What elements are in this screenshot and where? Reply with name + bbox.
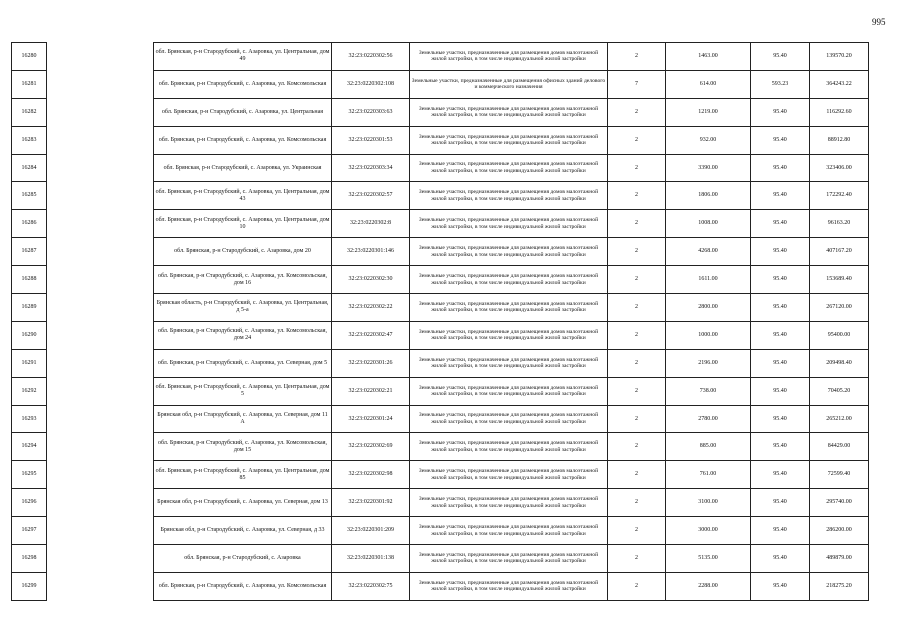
blank-gap-cell bbox=[47, 43, 154, 71]
land-use-cell: Земельные участки, предназначенные для размещения домов малоэтажной жилой застройки, в том числе индивидуальной жилой застройки bbox=[410, 461, 608, 489]
land-use-cell: Земельные участки, предназначенные для размещения домов малоэтажной жилой застройки, в том числе индивидуальной жилой застройки bbox=[410, 43, 608, 71]
row-number-cell: 16298 bbox=[12, 545, 47, 573]
row-number-cell: 16284 bbox=[12, 154, 47, 182]
address-cell: Брянская обл, р-н Стародубский, с. Азаровка, ул. Северная, д 33 bbox=[154, 517, 332, 545]
address-cell: обл. Брянская, р-н Стародубский, с. Азаровка, ул. Комсомольская bbox=[154, 70, 332, 98]
table-row bbox=[12, 238, 869, 266]
land-use-cell: Земельные участки, предназначенные для размещения домов малоэтажной жилой застройки, в том числе индивидуальной жилой застройки bbox=[410, 266, 608, 294]
land-use-cell: Земельные участки, предназначенные для размещения офисных зданий делового и коммерческого назначения bbox=[410, 70, 608, 98]
cadastral-value-cell: 153689.40 bbox=[810, 266, 869, 294]
specific-value-cell: 95.40 bbox=[751, 572, 810, 600]
cadastral-number-cell: 32:23:0220302:22 bbox=[332, 294, 410, 322]
group-number-cell: 2 bbox=[608, 545, 666, 573]
area-cell: 1219.00 bbox=[666, 98, 751, 126]
cadastral-value-cell: 116292.60 bbox=[810, 98, 869, 126]
table-row bbox=[12, 572, 869, 600]
row-number-cell: 16280 bbox=[12, 43, 47, 71]
group-number-cell: 2 bbox=[608, 321, 666, 349]
area-cell: 1611.00 bbox=[666, 266, 751, 294]
table-row bbox=[12, 98, 869, 126]
group-number-cell: 2 bbox=[608, 126, 666, 154]
specific-value-cell: 95.40 bbox=[751, 154, 810, 182]
cadastral-number-cell: 32:23:0220302:75 bbox=[332, 572, 410, 600]
land-use-cell: Земельные участки, предназначенные для размещения домов малоэтажной жилой застройки, в том числе индивидуальной жилой застройки bbox=[410, 517, 608, 545]
table-row bbox=[12, 489, 869, 517]
group-number-cell: 2 bbox=[608, 182, 666, 210]
address-cell: обл. Брянская, р-н Стародубский, с. Азаровка, ул. Центральная, дом 5 bbox=[154, 377, 332, 405]
blank-gap-cell bbox=[47, 70, 154, 98]
row-number-cell: 16291 bbox=[12, 349, 47, 377]
address-cell: обл. Брянская, р-н Стародубский, с. Азаровка, ул. Комсомольская bbox=[154, 572, 332, 600]
row-number-cell: 16281 bbox=[12, 70, 47, 98]
blank-gap-cell bbox=[47, 321, 154, 349]
blank-gap-cell bbox=[47, 294, 154, 322]
cadastral-value-cell: 364243.22 bbox=[810, 70, 869, 98]
land-use-cell: Земельные участки, предназначенные для размещения домов малоэтажной жилой застройки, в том числе индивидуальной жилой застройки bbox=[410, 126, 608, 154]
table-row bbox=[12, 545, 869, 573]
row-number-cell: 16282 bbox=[12, 98, 47, 126]
cadastral-number-cell: 32:23:0220302:47 bbox=[332, 321, 410, 349]
land-use-cell: Земельные участки, предназначенные для размещения домов малоэтажной жилой застройки, в том числе индивидуальной жилой застройки bbox=[410, 294, 608, 322]
group-number-cell: 2 bbox=[608, 210, 666, 238]
area-cell: 3100.00 bbox=[666, 489, 751, 517]
area-cell: 932.00 bbox=[666, 126, 751, 154]
cadastral-value-cell: 96163.20 bbox=[810, 210, 869, 238]
specific-value-cell: 95.40 bbox=[751, 266, 810, 294]
table-row bbox=[12, 70, 869, 98]
land-use-cell: Земельные участки, предназначенные для размещения домов малоэтажной жилой застройки, в том числе индивидуальной жилой застройки bbox=[410, 489, 608, 517]
address-cell: обл. Брянская, р-н Стародубский, с. Азаровка, ул. Центральная, дом 10 bbox=[154, 210, 332, 238]
specific-value-cell: 95.40 bbox=[751, 377, 810, 405]
cadastral-number-cell: 32:23:0220302:8 bbox=[332, 210, 410, 238]
specific-value-cell: 95.40 bbox=[751, 433, 810, 461]
blank-gap-cell bbox=[47, 377, 154, 405]
address-cell: обл. Брянская, р-н Стародубский, с. Азаровка bbox=[154, 545, 332, 573]
blank-gap-cell bbox=[47, 545, 154, 573]
table-row bbox=[12, 126, 869, 154]
cadastral-number-cell: 32:23:0220303:34 bbox=[332, 154, 410, 182]
table-row bbox=[12, 349, 869, 377]
cadastral-number-cell: 32:23:0220301:92 bbox=[332, 489, 410, 517]
cadastral-value-cell: 218275.20 bbox=[810, 572, 869, 600]
blank-gap-cell bbox=[47, 489, 154, 517]
group-number-cell: 2 bbox=[608, 377, 666, 405]
blank-gap-cell bbox=[47, 238, 154, 266]
table-row bbox=[12, 433, 869, 461]
blank-gap-cell bbox=[47, 349, 154, 377]
cadastral-value-cell: 267120.00 bbox=[810, 294, 869, 322]
table-row bbox=[12, 266, 869, 294]
cadastral-value-cell: 295740.00 bbox=[810, 489, 869, 517]
blank-gap-cell bbox=[47, 461, 154, 489]
address-cell: обл. Брянская, р-н Стародубский, с. Азаровка, ул. Комсомольская bbox=[154, 126, 332, 154]
area-cell: 5135.00 bbox=[666, 545, 751, 573]
group-number-cell: 2 bbox=[608, 266, 666, 294]
row-number-cell: 16288 bbox=[12, 266, 47, 294]
table-row bbox=[12, 210, 869, 238]
area-cell: 614.00 bbox=[666, 70, 751, 98]
blank-gap-cell bbox=[47, 154, 154, 182]
cadastral-number-cell: 32:23:0220301:26 bbox=[332, 349, 410, 377]
cadastral-value-cell: 323406.00 bbox=[810, 154, 869, 182]
area-cell: 2800.00 bbox=[666, 294, 751, 322]
group-number-cell: 2 bbox=[608, 98, 666, 126]
table-row bbox=[12, 377, 869, 405]
area-cell: 1463.00 bbox=[666, 43, 751, 71]
row-number-cell: 16283 bbox=[12, 126, 47, 154]
specific-value-cell: 95.40 bbox=[751, 126, 810, 154]
blank-gap-cell bbox=[47, 182, 154, 210]
specific-value-cell: 95.40 bbox=[751, 210, 810, 238]
group-number-cell: 2 bbox=[608, 43, 666, 71]
area-cell: 2288.00 bbox=[666, 572, 751, 600]
cadastral-value-table bbox=[11, 42, 869, 601]
address-cell: обл. Брянская, р-н Стародубский, с. Азаровка, ул. Комсомольская, дом 16 bbox=[154, 266, 332, 294]
land-use-cell: Земельные участки, предназначенные для размещения домов малоэтажной жилой застройки, в том числе индивидуальной жилой застройки bbox=[410, 545, 608, 573]
land-use-cell: Земельные участки, предназначенные для размещения домов малоэтажной жилой застройки, в том числе индивидуальной жилой застройки bbox=[410, 210, 608, 238]
address-cell: обл. Брянская, р-н Стародубский, с. Азаровка, ул. Комсомольская, дом 15 bbox=[154, 433, 332, 461]
table-row bbox=[12, 294, 869, 322]
cadastral-value-cell: 88912.80 bbox=[810, 126, 869, 154]
blank-gap-cell bbox=[47, 405, 154, 433]
address-cell: Брянская область, р-н Стародубский, с. Азаровка, ул. Центральная, д 5-а bbox=[154, 294, 332, 322]
table-row bbox=[12, 182, 869, 210]
table-row bbox=[12, 517, 869, 545]
page-number: 995 bbox=[872, 17, 886, 27]
address-cell: обл. Брянская, р-н Стародубский, с. Азаровка, ул. Северная, дом 5 bbox=[154, 349, 332, 377]
group-number-cell: 2 bbox=[608, 461, 666, 489]
table-row bbox=[12, 154, 869, 182]
area-cell: 1008.00 bbox=[666, 210, 751, 238]
group-number-cell: 2 bbox=[608, 405, 666, 433]
blank-gap-cell bbox=[47, 98, 154, 126]
row-number-cell: 16295 bbox=[12, 461, 47, 489]
group-number-cell: 2 bbox=[608, 517, 666, 545]
cadastral-value-cell: 407167.20 bbox=[810, 238, 869, 266]
cadastral-number-cell: 32:23:0220303:63 bbox=[332, 98, 410, 126]
row-number-cell: 16292 bbox=[12, 377, 47, 405]
specific-value-cell: 95.40 bbox=[751, 489, 810, 517]
cadastral-number-cell: 32:23:0220301:146 bbox=[332, 238, 410, 266]
specific-value-cell: 95.40 bbox=[751, 405, 810, 433]
area-cell: 3390.00 bbox=[666, 154, 751, 182]
row-number-cell: 16287 bbox=[12, 238, 47, 266]
blank-gap-cell bbox=[47, 126, 154, 154]
land-use-cell: Земельные участки, предназначенные для размещения домов малоэтажной жилой застройки, в том числе индивидуальной жилой застройки bbox=[410, 349, 608, 377]
row-number-cell: 16293 bbox=[12, 405, 47, 433]
blank-gap-cell bbox=[47, 266, 154, 294]
specific-value-cell: 95.40 bbox=[751, 182, 810, 210]
group-number-cell: 2 bbox=[608, 349, 666, 377]
row-number-cell: 16297 bbox=[12, 517, 47, 545]
group-number-cell: 2 bbox=[608, 433, 666, 461]
cadastral-value-cell: 172292.40 bbox=[810, 182, 869, 210]
group-number-cell: 7 bbox=[608, 70, 666, 98]
cadastral-number-cell: 32:23:0220302:57 bbox=[332, 182, 410, 210]
address-cell: обл. Брянская, р-н Стародубский, с. Азаровка, ул. Комсомольская, дом 24 bbox=[154, 321, 332, 349]
cadastral-number-cell: 32:23:0220302:56 bbox=[332, 43, 410, 71]
group-number-cell: 2 bbox=[608, 489, 666, 517]
group-number-cell: 2 bbox=[608, 154, 666, 182]
blank-gap-cell bbox=[47, 572, 154, 600]
blank-gap-cell bbox=[47, 210, 154, 238]
cadastral-number-cell: 32:23:0220302:108 bbox=[332, 70, 410, 98]
area-cell: 2780.00 bbox=[666, 405, 751, 433]
area-cell: 3000.00 bbox=[666, 517, 751, 545]
area-cell: 2196.00 bbox=[666, 349, 751, 377]
address-cell: Брянская обл, р-н Стародубский, с. Азаровка, ул. Северная, дом 13 bbox=[154, 489, 332, 517]
table-row bbox=[12, 321, 869, 349]
cadastral-value-cell: 489879.00 bbox=[810, 545, 869, 573]
table-row bbox=[12, 405, 869, 433]
cadastral-number-cell: 32:23:0220301:53 bbox=[332, 126, 410, 154]
table-row bbox=[12, 43, 869, 71]
row-number-cell: 16286 bbox=[12, 210, 47, 238]
cadastral-number-cell: 32:23:0220301:138 bbox=[332, 545, 410, 573]
specific-value-cell: 95.40 bbox=[751, 98, 810, 126]
cadastral-value-cell: 95400.00 bbox=[810, 321, 869, 349]
area-cell: 1000.00 bbox=[666, 321, 751, 349]
land-use-cell: Земельные участки, предназначенные для размещения домов малоэтажной жилой застройки, в том числе индивидуальной жилой застройки bbox=[410, 182, 608, 210]
land-use-cell: Земельные участки, предназначенные для размещения домов малоэтажной жилой застройки, в том числе индивидуальной жилой застройки bbox=[410, 98, 608, 126]
specific-value-cell: 95.40 bbox=[751, 294, 810, 322]
group-number-cell: 2 bbox=[608, 238, 666, 266]
area-cell: 1806.00 bbox=[666, 182, 751, 210]
row-number-cell: 16285 bbox=[12, 182, 47, 210]
area-cell: 885.00 bbox=[666, 433, 751, 461]
blank-gap-cell bbox=[47, 433, 154, 461]
land-use-cell: Земельные участки, предназначенные для размещения домов малоэтажной жилой застройки, в том числе индивидуальной жилой застройки bbox=[410, 405, 608, 433]
land-use-cell: Земельные участки, предназначенные для размещения домов малоэтажной жилой застройки, в том числе индивидуальной жилой застройки bbox=[410, 377, 608, 405]
address-cell: обл. Брянская, р-н Стародубский, с. Азаровка, ул. Центральная, дом 43 bbox=[154, 182, 332, 210]
table-row bbox=[12, 461, 869, 489]
land-use-cell: Земельные участки, предназначенные для размещения домов малоэтажной жилой застройки, в том числе индивидуальной жилой застройки bbox=[410, 321, 608, 349]
cadastral-value-cell: 139570.20 bbox=[810, 43, 869, 71]
specific-value-cell: 95.40 bbox=[751, 349, 810, 377]
specific-value-cell: 95.40 bbox=[751, 461, 810, 489]
address-cell: обл. Брянская, р-н Стародубский, с. Азаровка, ул. Украинская bbox=[154, 154, 332, 182]
cadastral-value-cell: 286200.00 bbox=[810, 517, 869, 545]
group-number-cell: 2 bbox=[608, 572, 666, 600]
cadastral-value-cell: 70405.20 bbox=[810, 377, 869, 405]
cadastral-value-cell: 72599.40 bbox=[810, 461, 869, 489]
address-cell: Брянская обл, р-н Стародубский, с. Азаровка, ул. Северная, дом 11 А bbox=[154, 405, 332, 433]
area-cell: 761.00 bbox=[666, 461, 751, 489]
cadastral-number-cell: 32:23:0220302:69 bbox=[332, 433, 410, 461]
area-cell: 4268.00 bbox=[666, 238, 751, 266]
group-number-cell: 2 bbox=[608, 294, 666, 322]
address-cell: обл. Брянская, р-н Стародубский, с. Азаровка, ул. Центральная, дом 49 bbox=[154, 43, 332, 71]
cadastral-value-cell: 209498.40 bbox=[810, 349, 869, 377]
specific-value-cell: 95.40 bbox=[751, 517, 810, 545]
table-body bbox=[12, 43, 869, 601]
cadastral-number-cell: 32:23:0220302:21 bbox=[332, 377, 410, 405]
blank-gap-cell bbox=[47, 517, 154, 545]
cadastral-number-cell: 32:23:0220301:209 bbox=[332, 517, 410, 545]
row-number-cell: 16296 bbox=[12, 489, 47, 517]
specific-value-cell: 95.40 bbox=[751, 321, 810, 349]
row-number-cell: 16289 bbox=[12, 294, 47, 322]
row-number-cell: 16299 bbox=[12, 572, 47, 600]
cadastral-number-cell: 32:23:0220302:98 bbox=[332, 461, 410, 489]
cadastral-number-cell: 32:23:0220301:24 bbox=[332, 405, 410, 433]
land-use-cell: Земельные участки, предназначенные для размещения домов малоэтажной жилой застройки, в том числе индивидуальной жилой застройки bbox=[410, 572, 608, 600]
row-number-cell: 16294 bbox=[12, 433, 47, 461]
land-use-cell: Земельные участки, предназначенные для размещения домов малоэтажной жилой застройки, в том числе индивидуальной жилой застройки bbox=[410, 433, 608, 461]
address-cell: обл. Брянская, р-н Стародубский, с. Азаровка, дом 20 bbox=[154, 238, 332, 266]
cadastral-value-cell: 84429.00 bbox=[810, 433, 869, 461]
address-cell: обл. Брянская, р-н Стародубский, с. Азаровка, ул. Центральная bbox=[154, 98, 332, 126]
row-number-cell: 16290 bbox=[12, 321, 47, 349]
cadastral-value-cell: 265212.00 bbox=[810, 405, 869, 433]
area-cell: 738.00 bbox=[666, 377, 751, 405]
specific-value-cell: 95.40 bbox=[751, 43, 810, 71]
cadastral-number-cell: 32:23:0220302:30 bbox=[332, 266, 410, 294]
specific-value-cell: 95.40 bbox=[751, 238, 810, 266]
specific-value-cell: 593.23 bbox=[751, 70, 810, 98]
land-use-cell: Земельные участки, предназначенные для размещения домов малоэтажной жилой застройки, в том числе индивидуальной жилой застройки bbox=[410, 154, 608, 182]
land-use-cell: Земельные участки, предназначенные для размещения домов малоэтажной жилой застройки, в том числе индивидуальной жилой застройки bbox=[410, 238, 608, 266]
specific-value-cell: 95.40 bbox=[751, 545, 810, 573]
address-cell: обл. Брянская, р-н Стародубский, с. Азаровка, ул. Центральная, дом 85 bbox=[154, 461, 332, 489]
